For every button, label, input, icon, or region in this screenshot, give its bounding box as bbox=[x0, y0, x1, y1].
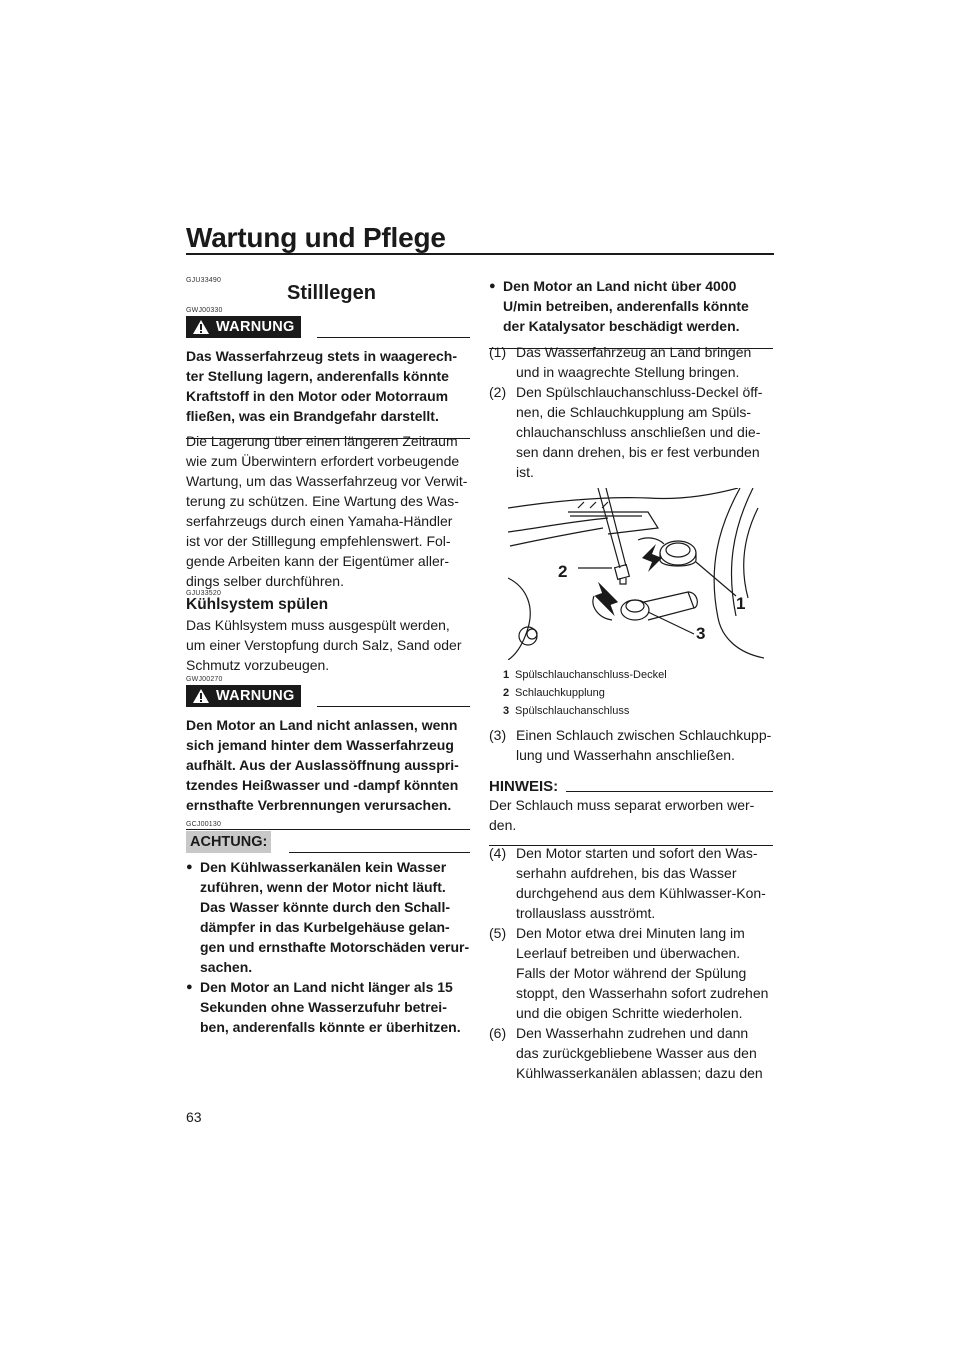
subsection-title: Kühlsystem spülen bbox=[186, 596, 329, 613]
page-number: 63 bbox=[186, 1109, 202, 1125]
warning2-top-rule bbox=[317, 706, 470, 707]
intro-paragraph: Die Lagerung über einen längeren Zeitraum wie zum Überwintern erfordert vorbeugende Wartung, um das Wasserfahrzeug vor Verwit- terung zu schützen. Eine Wartung des Was- serfahrzeugs durch einen Yamaha-Händler ist vor der Stilllegung empfehlenswert. Fol- gende Arbeiten kann der Eigentümer aller- dings selber durchführen. bbox=[186, 433, 468, 589]
legend-item: 3 Spülschlauchanschluss bbox=[503, 705, 630, 717]
flushing-connector-illustration bbox=[508, 488, 764, 660]
subsection-paragraph: Das Kühlsystem muss ausgespült werden, um einer Verstopfung durch Salz, Sand oder Schmutz vorzubeugen. bbox=[186, 617, 462, 673]
callout-2: 2 bbox=[558, 562, 568, 581]
warning2-badge bbox=[186, 685, 301, 707]
step-item: (5) Den Motor etwa drei Minuten lang im Leerlauf betreiben und überwachen. Falls der Motor während der Spülung stoppt, den Wasserhahn sofort zudrehen und die obigen Schritte wiederholen. bbox=[489, 925, 769, 1021]
callout-3: 3 bbox=[696, 624, 706, 643]
note-label: HINWEIS: bbox=[489, 778, 559, 795]
bullet-icon: ● bbox=[489, 280, 496, 292]
note-top-rule bbox=[566, 791, 773, 792]
section-code: GJU33490 bbox=[186, 277, 222, 284]
bullet-icon: ● bbox=[186, 861, 193, 873]
step-item: (1) Das Wasserfahrzeug an Land bringen und in waagrechte Stellung bringen. bbox=[489, 344, 752, 380]
warning2-box bbox=[186, 685, 470, 830]
bullet-icon: ● bbox=[186, 981, 193, 993]
step-item: (3) Einen Schlauch zwischen Schlauchkupp- lung und Wasserhahn anschließen. bbox=[489, 727, 772, 763]
list-item: ● Den Kühlwasserkanälen kein Wasser zuführen, wenn der Motor nicht läuft. Das Wasser könnte durch den Schall- dämpfer in das Kurbelgehäuse gelan- gen und ernsthafte Motorschäden verur- sachen. bbox=[186, 859, 470, 975]
list-item: ● Den Motor an Land nicht über 4000 U/min betreiben, anderenfalls könnte der Katalysator beschädigt werden. bbox=[489, 278, 749, 334]
step-item: (4) Den Motor starten und sofort den Was- serhahn aufdrehen, bis das Wasser durchgehend aus dem Kühlwasser-Kon- trollauslass ausströmt. bbox=[489, 845, 766, 921]
warning1-label: WARNUNG bbox=[216, 319, 295, 335]
warning2-text: Den Motor an Land nicht anlassen, wenn sich jemand hinter dem Wasserfahrzeug aufhält. Aus der Auslassöffnung ausspri- tzendes Heißwasser und -dampf könnten ernsthafte Verbrennungen verursachen. bbox=[186, 717, 459, 813]
figure-illustration bbox=[508, 488, 764, 660]
warning1-badge bbox=[186, 316, 301, 338]
warning1-box bbox=[186, 316, 470, 439]
page-title: Wartung und Pflege bbox=[186, 222, 446, 253]
steps-list-c bbox=[489, 843, 779, 1083]
warning2-code: GWJ00270 bbox=[186, 676, 223, 683]
warning1-text: Das Wasserfahrzeug stets in waagerech- ter Stellung lagern, anderenfalls könnte Kraftstoff in den Motor oder Motorraum fließen, was ein Brandgefahr darstellt. bbox=[186, 348, 458, 424]
caution-list-right bbox=[489, 276, 779, 349]
caution-top-rule bbox=[289, 852, 470, 853]
figure-legend bbox=[503, 666, 763, 720]
warning-triangle-icon bbox=[192, 688, 210, 704]
legend-item: 2 Schlauchkupplung bbox=[503, 687, 605, 699]
legend-item: 1 Spülschlauchanschluss-Deckel bbox=[503, 669, 667, 681]
note-box: HINWEIS: Der Schlauch muss separat erworben wer- den. bbox=[489, 778, 773, 846]
steps-list-b bbox=[489, 725, 779, 765]
caution-code: GCJ00130 bbox=[186, 821, 222, 828]
step-item: (2) Den Spülschlauchanschluss-Deckel öff- nen, die Schlauchkupplung am Spüls- chlauchanschluss anschließen und die- sen dann drehen, bis er fest verbunden ist. bbox=[489, 384, 763, 480]
steps-list-a bbox=[489, 342, 779, 482]
caution-header bbox=[186, 831, 470, 853]
subsection-code: GJU33520 bbox=[186, 590, 222, 597]
header-rule bbox=[186, 253, 774, 255]
list-item: ● Den Motor an Land nicht länger als 15 Sekunden ohne Wasserzufuhr betrei- ben, anderenfalls könnte er überhitzen. bbox=[186, 979, 461, 1035]
caution-list-left bbox=[186, 857, 476, 1037]
warning1-top-rule bbox=[317, 337, 470, 338]
warning2-label: WARNUNG bbox=[216, 688, 295, 704]
warning-triangle-icon bbox=[192, 319, 210, 335]
section-title: Stilllegen bbox=[287, 282, 376, 304]
step-item: (6) Den Wasserhahn zudrehen und dann das zurückgebliebene Wasser aus den Kühlwasserkanälen ablassen; dazu den bbox=[489, 1025, 763, 1081]
caution-badge: ACHTUNG: bbox=[186, 831, 271, 853]
warning1-code: GWJ00330 bbox=[186, 307, 223, 314]
warning2-bottom-rule bbox=[186, 829, 470, 830]
callout-1: 1 bbox=[736, 594, 746, 613]
